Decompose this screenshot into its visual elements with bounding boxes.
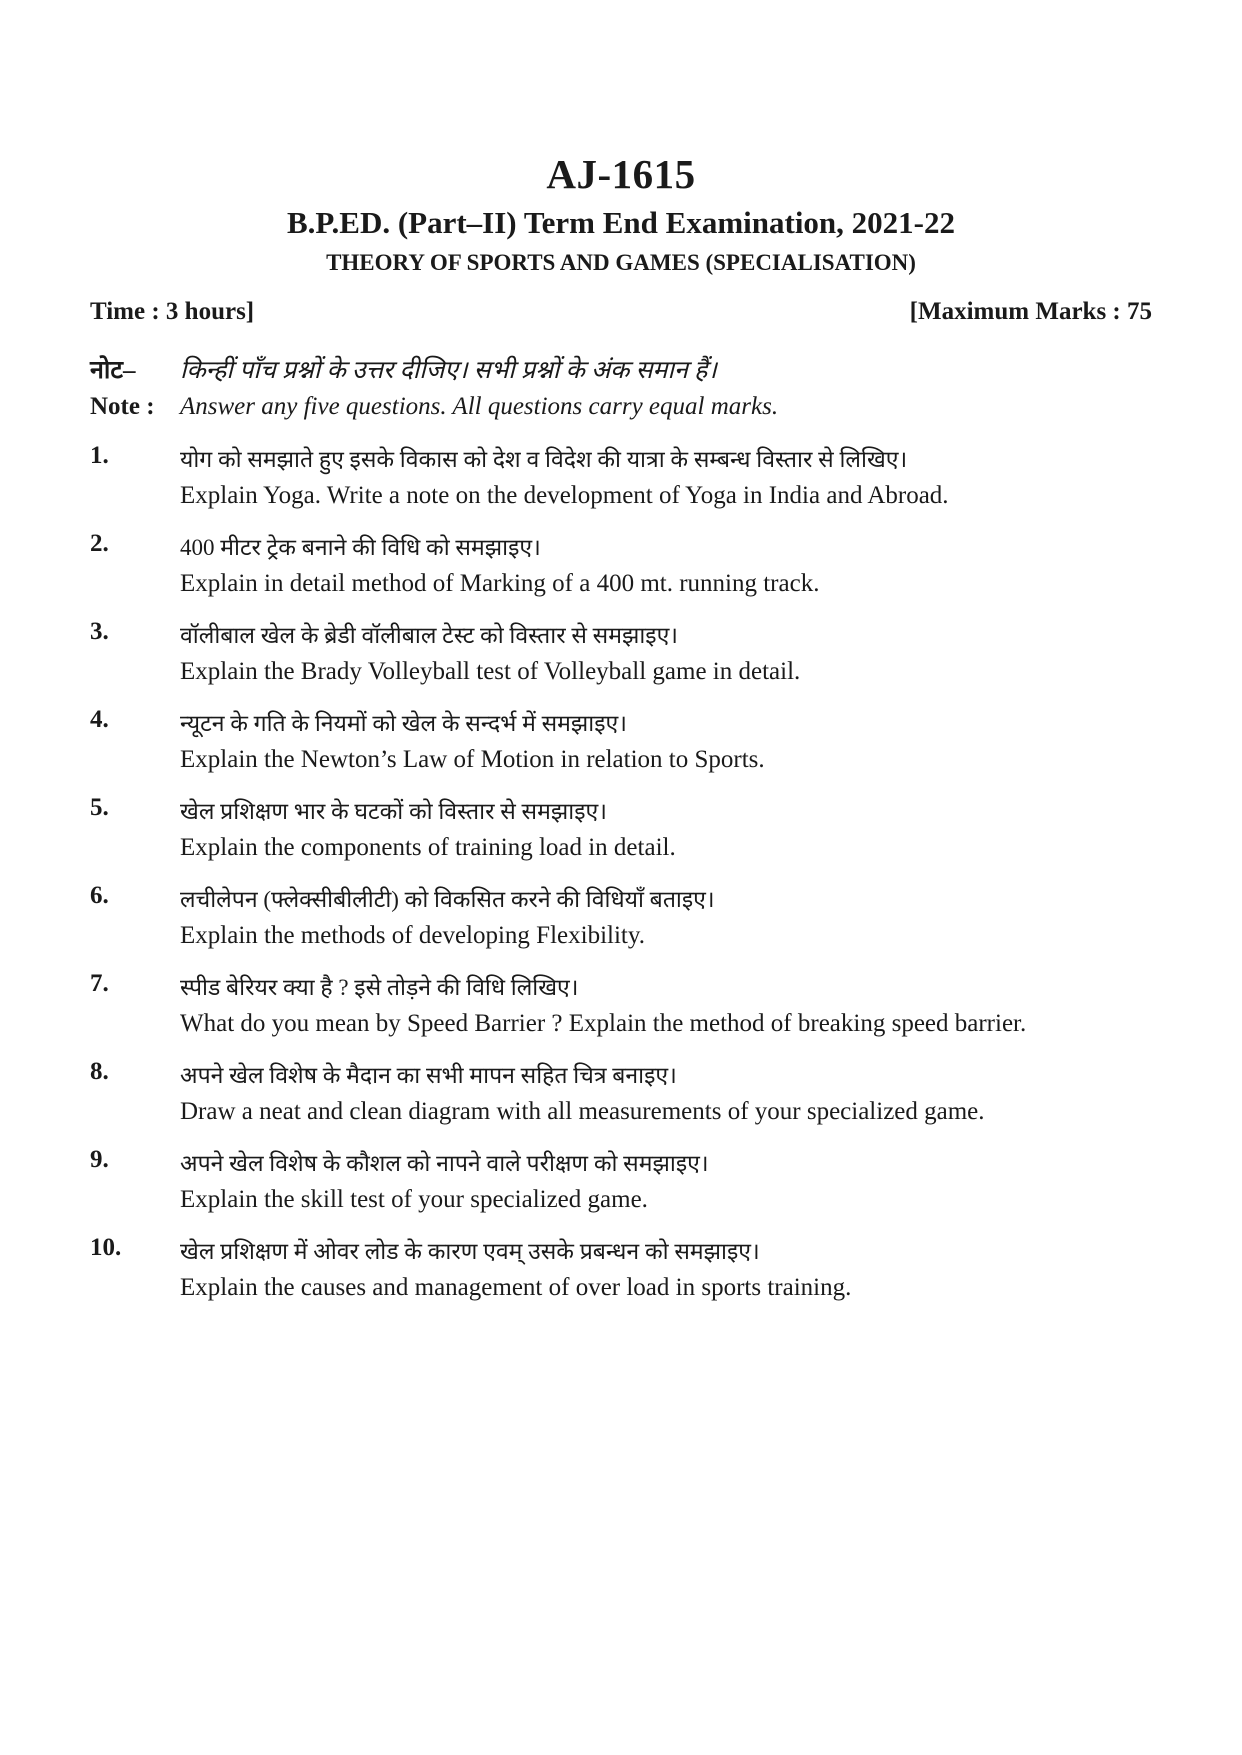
question-item bbox=[90, 794, 1170, 882]
question-text-hindi: खेल प्रशिक्षण भार के घटकों को विस्तार से समझाइए। bbox=[180, 799, 607, 824]
question-text-hindi: 400 मीटर ट्रेक बनाने की विधि को समझाइए। bbox=[180, 535, 541, 560]
note-english-text: Answer any five questions. All questions carry equal marks. bbox=[180, 393, 779, 420]
question-text-hindi: वॉलीबाल खेल के ब्रेडी वॉलीबाल टेस्ट को विस्तार से समझाइए। bbox=[180, 623, 679, 648]
question-number: 7. bbox=[90, 970, 109, 997]
question-text-english: Explain the components of training load in detail. bbox=[180, 834, 676, 861]
question-item bbox=[90, 442, 1170, 530]
question-number: 3. bbox=[90, 618, 109, 645]
question-number: 2. bbox=[90, 530, 109, 557]
question-number: 10. bbox=[90, 1234, 122, 1261]
note-hindi-label: नोट– bbox=[90, 357, 136, 384]
question-text-english: Explain the causes and management of over load in sports training. bbox=[180, 1274, 852, 1301]
question-text-hindi: अपने खेल विशेष के कौशल को नापने वाले परीक्षण को समझाइए। bbox=[180, 1151, 709, 1176]
question-text-english: Explain in detail method of Marking of a 400 mt. running track. bbox=[180, 570, 820, 597]
question-text-hindi: योग को समझाते हुए इसके विकास को देश व विदेश की यात्रा के सम्बन्ध विस्तार से लिखिए। bbox=[180, 447, 908, 472]
question-text-english: What do you mean by Speed Barrier ? Explain the method of breaking speed barrier. bbox=[180, 1010, 1027, 1037]
question-item bbox=[90, 618, 1170, 706]
question-number: 5. bbox=[90, 794, 109, 821]
question-text-english: Explain the Brady Volleyball test of Volleyball game in detail. bbox=[180, 658, 801, 685]
paper-code: AJ-1615 bbox=[546, 151, 696, 197]
question-item bbox=[90, 706, 1170, 794]
question-number: 6. bbox=[90, 882, 109, 909]
note-english-label: Note : bbox=[90, 393, 155, 420]
note-hindi-text: किन्हीं पाँच प्रश्नों के उत्तर दीजिए। सभी प्रश्नों के अंक समान हैं। bbox=[180, 357, 717, 384]
question-text-hindi: न्यूटन के गति के नियमों को खेल के सन्दर्भ में समझाइए। bbox=[180, 711, 627, 736]
question-number: 8. bbox=[90, 1058, 109, 1085]
question-item bbox=[90, 1058, 1170, 1146]
question-item bbox=[90, 970, 1170, 1058]
question-number: 4. bbox=[90, 706, 109, 733]
question-text-english: Draw a neat and clean diagram with all measurements of your specialized game. bbox=[180, 1098, 985, 1125]
subject-title: THEORY OF SPORTS AND GAMES (SPECIALISATION) bbox=[326, 250, 916, 275]
question-text-hindi: लचीलेपन (फ्लेक्सीबीलीटी) को विकसित करने की विधियाँ बताइए। bbox=[180, 887, 715, 912]
question-text-english: Explain Yoga. Write a note on the development of Yoga in India and Abroad. bbox=[180, 482, 949, 509]
question-item bbox=[90, 882, 1170, 970]
question-text-hindi: अपने खेल विशेष के मैदान का सभी मापन सहित चित्र बनाइए। bbox=[180, 1063, 677, 1088]
note-hindi bbox=[90, 352, 717, 386]
question-text-english: Explain the methods of developing Flexibility. bbox=[180, 922, 645, 949]
time-allowed: Time : 3 hours] bbox=[90, 298, 255, 325]
question-list bbox=[90, 442, 1170, 1322]
question-number: 1. bbox=[90, 442, 109, 469]
question-text-english: Explain the Newton’s Law of Motion in relation to Sports. bbox=[180, 746, 765, 773]
question-item bbox=[90, 530, 1170, 618]
question-item bbox=[90, 1234, 1170, 1322]
maximum-marks: [Maximum Marks : 75 bbox=[909, 298, 1152, 325]
question-text-hindi: स्पीड बेरियर क्या है ? इसे तोड़ने की विधि लिखिए। bbox=[180, 975, 579, 1000]
question-item bbox=[90, 1146, 1170, 1234]
exam-title: B.P.ED. (Part–II) Term End Examination, 2021-22 bbox=[287, 205, 955, 240]
question-text-hindi: खेल प्रशिक्षण में ओवर लोड के कारण एवम् उसके प्रबन्धन को समझाइए। bbox=[180, 1239, 760, 1264]
question-number: 9. bbox=[90, 1146, 109, 1173]
question-text-english: Explain the skill test of your specialized game. bbox=[180, 1186, 648, 1213]
note-english bbox=[90, 393, 778, 421]
